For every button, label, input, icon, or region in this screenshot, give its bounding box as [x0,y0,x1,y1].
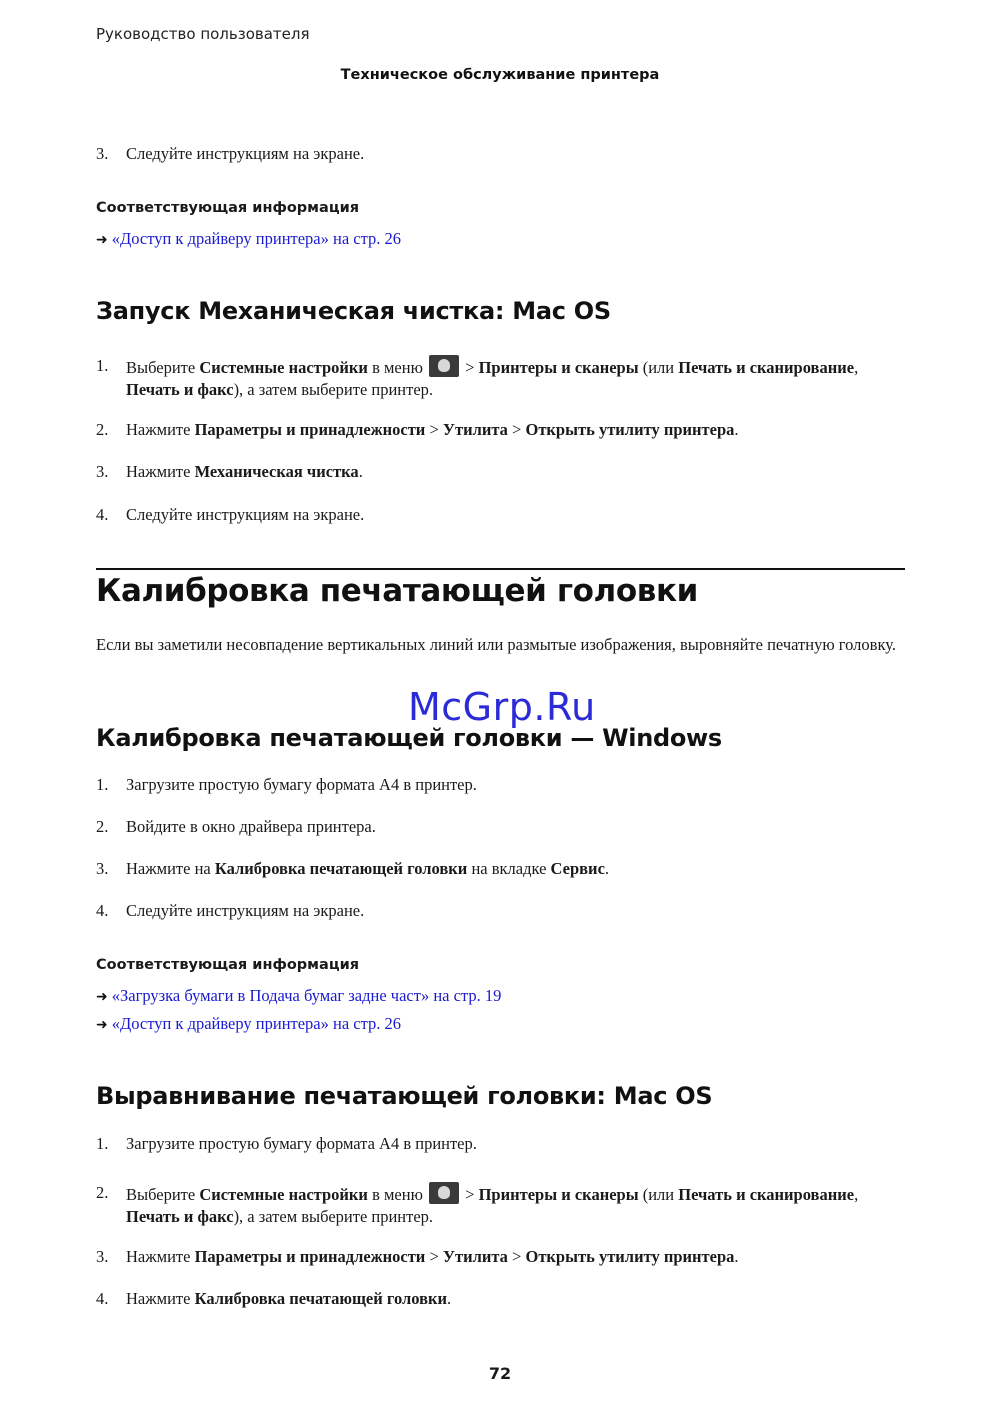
related-info-title: Соответствующая информация [96,957,360,973]
list-item: 2. Нажмите Параметры и принадлежности > Утилита > Открыть утилиту принтера. [96,420,739,439]
watermark: McGrp.Ru [408,685,596,729]
step-number: 3. [96,144,109,163]
arrow-right-icon: ➜ [96,989,108,1005]
section-title: Калибровка печатающей головки [96,573,698,609]
list-item: 1. Выберите Системные настройки в меню > Принтеры и сканеры (или Печать и сканирование, Печать и факс), а затем выберите принтер. [96,356,859,399]
arrow-right-icon: ➜ [96,1017,108,1033]
chapter-title: Техническое обслуживание принтера [340,67,660,83]
arrow-right-icon: ➜ [96,232,108,248]
related-link[interactable]: ➜ «Загрузка бумаги в Подача бумаг задне част» на стр. 19 [96,986,502,1005]
list-item: 1. Загрузите простую бумагу формата A4 в принтер. [96,775,477,794]
list-item: 1. Загрузите простую бумагу формата A4 в принтер. [96,1134,477,1153]
list-item: 2. Войдите в окно драйвера принтера. [96,817,376,836]
page-number: 72 [488,1364,512,1383]
section-divider [96,568,905,570]
list-item: 2. Выберите Системные настройки в меню > Принтеры и сканеры (или Печать и сканирование, Печать и факс), а затем выберите принтер. [96,1183,859,1226]
intro-paragraph: Если вы заметили несовпадение вертикальных линий или размытые изображения, выровняйте печатную головку. [96,635,896,654]
list-item: 4. Следуйте инструкциям на экране. [96,901,365,920]
running-header: Руководство пользователя [96,25,310,43]
apple-menu-icon [429,355,459,377]
related-info-title: Соответствующая информация [96,200,360,216]
list-item: 4. Следуйте инструкциям на экране. [96,505,365,524]
step-text: Следуйте инструкциям на экране. [126,144,365,163]
list-item: 3. Нажмите Механическая чистка. [96,462,363,481]
list-item: 3. Нажмите на Калибровка печатающей головки на вкладке Сервис. [96,859,610,878]
list-item: 4. Нажмите Калибровка печатающей головки. [96,1289,452,1308]
section-heading: Запуск Механическая чистка: Mac OS [96,297,611,325]
related-link[interactable]: ➜ «Доступ к драйверу принтера» на стр. 26 [96,1014,402,1033]
related-link[interactable]: ➜ «Доступ к драйверу принтера» на стр. 26 [96,229,402,248]
list-item [96,143,896,165]
section-heading: Калибровка печатающей головки — Windows [96,724,722,752]
list-item: 3. Нажмите Параметры и принадлежности > Утилита > Открыть утилиту принтера. [96,1247,739,1266]
section-heading: Выравнивание печатающей головки: Mac OS [96,1082,713,1110]
apple-menu-icon [429,1182,459,1204]
